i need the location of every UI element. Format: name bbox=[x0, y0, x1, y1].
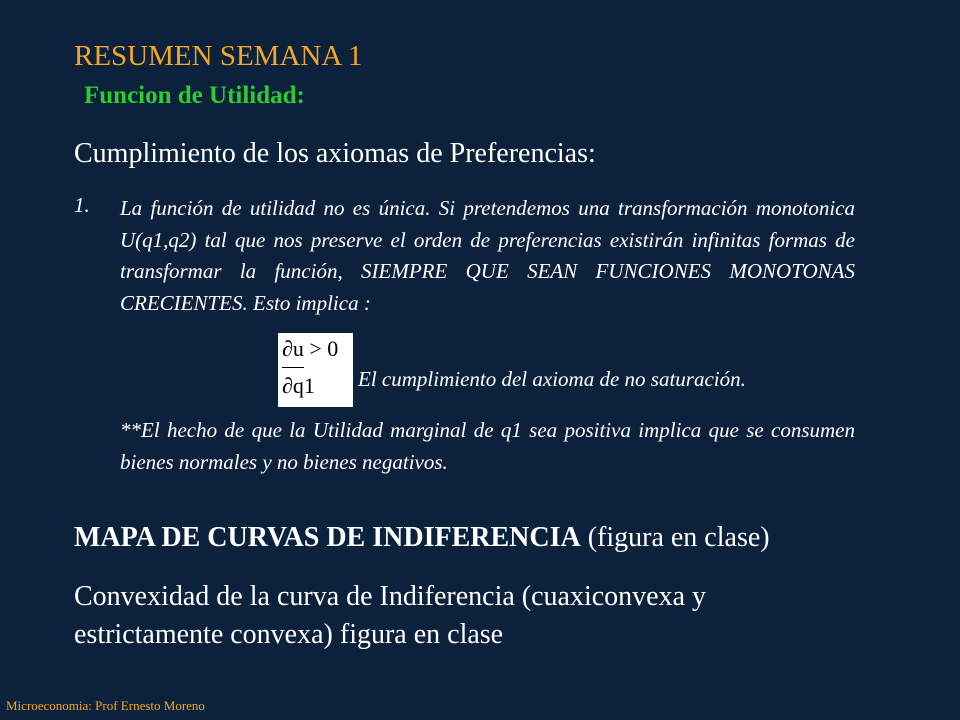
formula-fraction-bar bbox=[282, 367, 304, 368]
formula-image bbox=[278, 333, 353, 407]
footer-text: Microeconomia: Prof Ernesto Moreno bbox=[6, 698, 205, 713]
note-text: **El hecho de que la Utilidad marginal de q1 sea positiva implica que se consumen bienes normales y no bienes negativos. bbox=[120, 418, 855, 474]
map-line bbox=[74, 522, 770, 554]
map-suffix: (figura en clase) bbox=[580, 522, 770, 553]
formula-numerator: ∂u > 0 bbox=[282, 336, 339, 361]
slide-title: RESUMEN SEMANA 1 bbox=[74, 40, 363, 72]
slide-subtitle: Funcion de Utilidad: bbox=[84, 82, 305, 109]
formula-denominator: ∂q1 bbox=[282, 373, 315, 398]
section-heading: Cumplimiento de los axiomas de Preferencias: bbox=[74, 138, 596, 169]
list-item-text: La función de utilidad no es única. Si pretendemos una transformación monotonica U(q1,q2) tal que nos preserve el orden de preferencias existirán infinitas formas de transformar la función, SIEMPRE QUE SEAN FUNCIONES MONOTONAS CRECIENTES. Esto implica : bbox=[120, 196, 855, 315]
list-item-number: 1. bbox=[74, 193, 90, 217]
formula-caption: El cumplimiento del axioma de no saturación. bbox=[358, 367, 746, 391]
convexity-text: Convexidad de la curva de Indiferencia (cuaxiconvexa y estrictamente convexa) figura en clase bbox=[74, 581, 707, 650]
map-heading: MAPA DE CURVAS DE INDIFERENCIA bbox=[74, 522, 581, 553]
